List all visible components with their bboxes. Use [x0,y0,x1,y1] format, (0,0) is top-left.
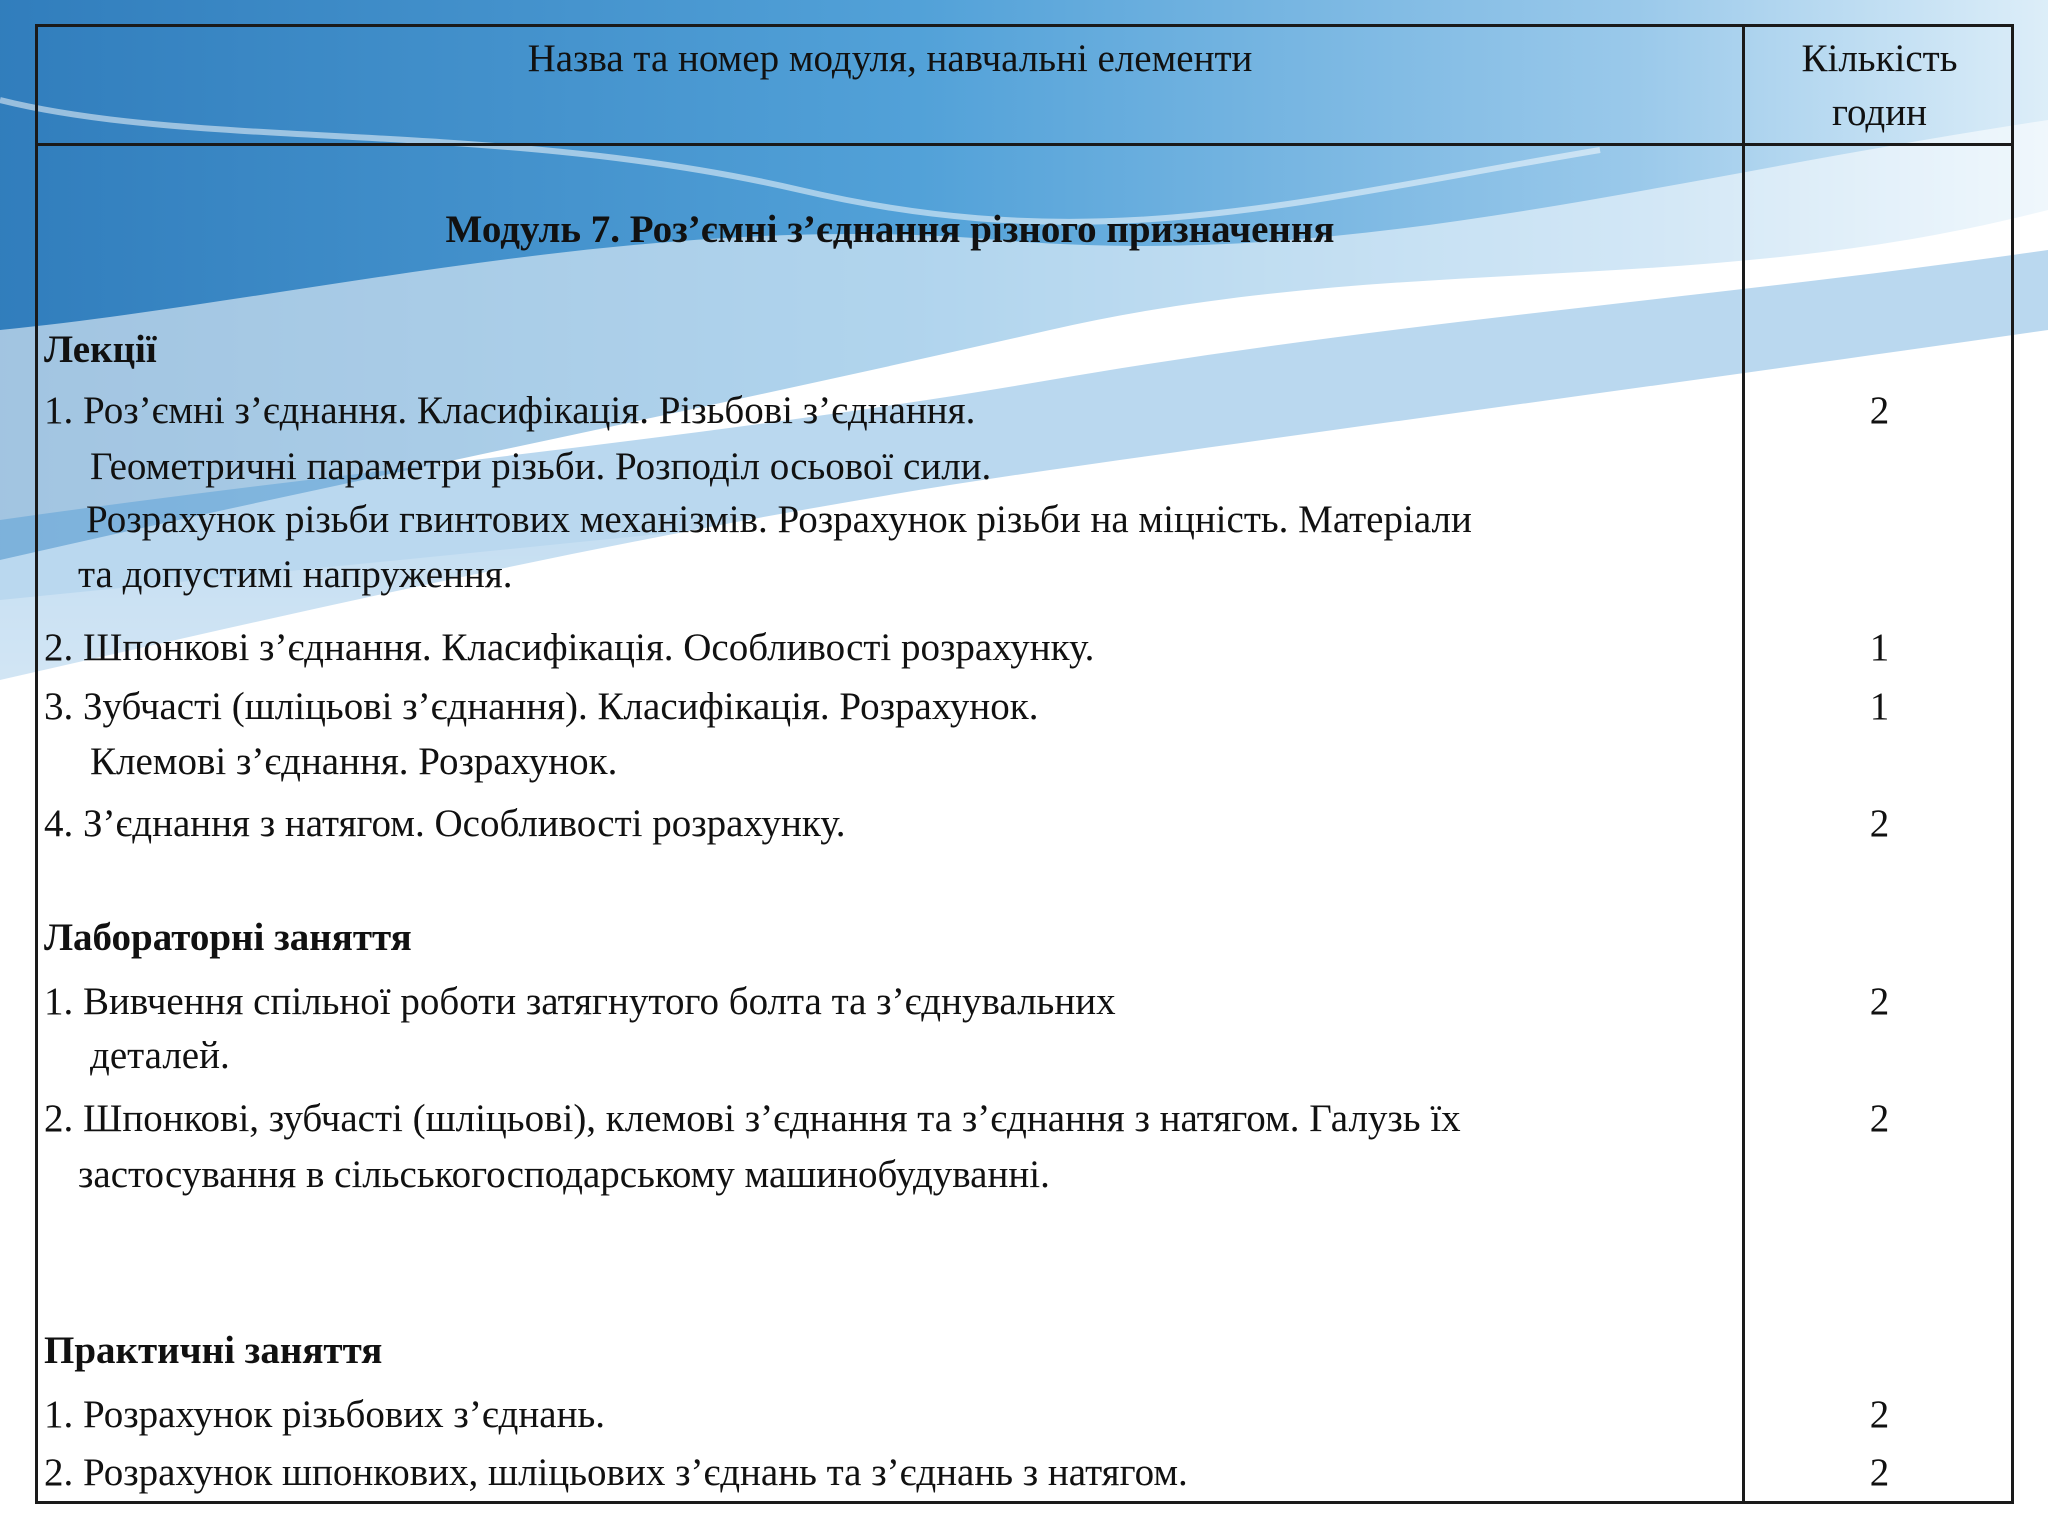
header-divider [35,143,2014,146]
practical-2-line-1: 2. Розрахунок шпонкових, шліцьових з’єднань та з’єднань з натягом. [44,1451,1188,1494]
lecture-3-line-2: Клемові з’єднання. Розрахунок. [90,740,618,783]
lecture-1-hours: 2 [1869,389,1890,432]
labs-heading: Лабораторні заняття [44,916,412,959]
lecture-2-hours: 1 [1869,626,1890,669]
lab-2-hours: 2 [1869,1097,1890,1140]
lecture-1-line-4: та допустимі напруження. [78,553,513,596]
lecture-1-line-3: Розрахунок різьби гвинтових механізмів. Розрахунок різьби на міцність. Матеріали [86,498,1472,541]
practical-2-hours: 2 [1869,1451,1890,1494]
lab-2-line-1: 2. Шпонкові, зубчасті (шліцьові), клемові з’єднання та з’єднання з натягом. Галузь їх [44,1097,1461,1140]
header-hours-line1: Кількість [1801,37,1958,80]
practical-1-hours: 2 [1869,1393,1890,1436]
lab-1-hours: 2 [1869,980,1890,1023]
practical-1-line-1: 1. Розрахунок різьбових з’єднань. [44,1393,605,1436]
lecture-3-line-1: 3. Зубчасті (шліцьові з’єднання). Класифікація. Розрахунок. [44,685,1039,728]
column-divider [1742,24,1745,1504]
lecture-4-line-1: 4. З’єднання з натягом. Особливості розрахунку. [44,802,846,845]
lab-1-line-1: 1. Вивчення спільної роботи затягнутого болта та з’єднувальних [44,980,1116,1023]
lectures-heading: Лекції [44,328,157,371]
header-title-col: Назва та номер модуля, навчальні елементи [527,37,1253,80]
lab-2-line-2: застосування в сільськогосподарському машинобудуванні. [78,1153,1050,1196]
lecture-1-line-1: 1. Роз’ємні з’єднання. Класифікація. Різьбові з’єднання. [44,389,976,432]
module-title: Модуль 7. Роз’ємні з’єднання різного призначення [445,208,1335,251]
lab-1-line-2: деталей. [90,1034,230,1077]
practicals-heading: Практичні заняття [44,1329,383,1372]
header-hours-line2: годин [1832,91,1927,134]
lecture-3-hours: 1 [1869,685,1890,728]
lecture-2-line-1: 2. Шпонкові з’єднання. Класифікація. Особливості розрахунку. [44,626,1095,669]
lecture-1-line-2: Геометричні параметри різьби. Розподіл осьової сили. [90,445,992,488]
lecture-4-hours: 2 [1869,802,1890,845]
